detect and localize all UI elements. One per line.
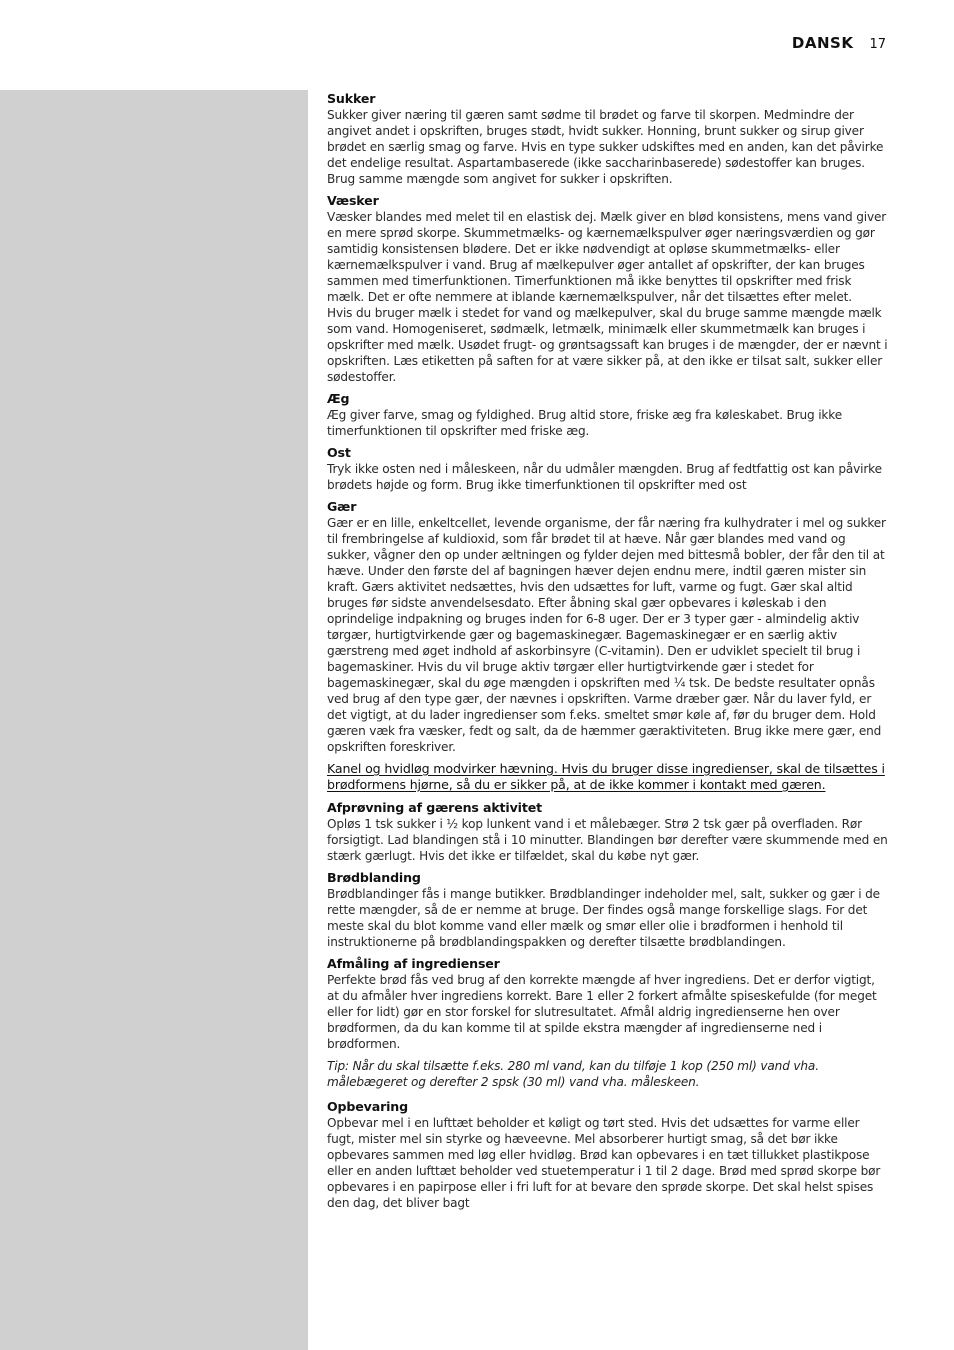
section-heading: Sukker <box>327 91 376 106</box>
section-heading: Væsker <box>327 193 379 208</box>
section-opbevaring <box>327 1099 889 1211</box>
section-broedblanding <box>327 870 889 950</box>
page-number: 17 <box>869 37 886 52</box>
side-panel <box>0 90 308 1350</box>
section-heading: Afmåling af ingredienser <box>327 956 500 971</box>
language-label: DANSK <box>791 34 854 52</box>
section-body: Sukker giver næring til gæren samt sødme til brødet og farve til skorpen. Medmindre der angivet andet i opskriften, bruges stødt, hvidt sukker. Honning, brunt sukker og sirup giver brødet en særlig smag og farve. Hvis en type sukker udskiftes med en anden, kan det påvirke det endelige resultat. Aspartambaserede (ikke saccharinbaserede) sødestoffer kan bruges. Brug samme mængde som angivet for sukker i opskriften. <box>327 108 884 186</box>
section-body: Opløs 1 tsk sukker i ½ kop lunkent vand i et målebæger. Strø 2 tsk gær på overfladen. Rør forsigtigt. Lad blandingen stå i 10 minutter. Blandingen bør derefter være skummende med en stærk gærlugt. Hvis det ikke er tilfældet, skal du købe nyt gær. <box>327 817 888 863</box>
section-heading: Gær <box>327 499 357 514</box>
section-heading: Afprøvning af gærens aktivitet <box>327 800 542 815</box>
section-body: Væsker blandes med melet til en elastisk dej. Mælk giver en blød konsistens, mens vand giver en mere sprød skorpe. Skummetmælks- og kærnemælkspulver øger næringsværdien og gør samtidig konsistensen blødere. Det er ikke nødvendigt at opløse skummetmælks- eller kærnemælkspulver i vand. Brug af mælkepulver øger antallet af opskrifter, der kan bruges sammen med timerfunktionen. Timerfunktionen må ikke benyttes til opskrifter med frisk mælk. Det er ofte nemmere at iblande kærnemælkspulver, når det tilsættes efter melet. <box>327 210 887 304</box>
section-body: Æg giver farve, smag og fyldighed. Brug altid store, friske æg fra køleskabet. Brug ikke timerfunktionen til opskrifter med friske æg. <box>327 408 842 438</box>
section-body: Gær er en lille, enkeltcellet, levende organisme, der får næring fra kulhydrater i mel og sukker til frembringelse af kuldioxid, som får brødet til at hæve. Når gær blandes med vand og sukker, vågner den op under æltningen og fylder dejen med bittesmå bobler, der får den til at hæve. Under den første del af bagningen hæver dejen endnu mere, indtil gæren mister sin kraft. Gærs aktivitet nedsættes, hvis den udsættes for luft, varme og fugt. Gær skal altid bruges før sidste anvendelsesdato. Efter åbning skal gær opbevares i køleskab i den oprindelige indpakning og bruges inden for 6-8 uger. Der er 3 typer gær - almindelig aktiv tørgær, hurtigtvirkende gær og bagemaskinegær. Bagemaskinegær er en særlig aktiv gærstreng med øget indhold af askorbinsyre (C-vitamin). Den er udviklet specielt til brug i bagemaskiner. Hvis du vil bruge aktiv tørgær eller hurtigtvirkende gær i stedet for bagemaskinegær, skal du øge mængden i opskriften med ¼ tsk. De bedste resultater opnås ved brug af den type gær, der nævnes i opskriften. Varme dræber gær. Når du laver fyld, er det vigtigt, at du lader ingredienser som f.eks. smeltet smør køle af, før du bruger dem. Hold gæren væk fra væsker, fedt og salt, da de hæmmer gæraktiviteten. Brug ikke mere gær, end opskriften foreskriver. <box>327 516 886 754</box>
section-body: Tryk ikke osten ned i måleskeen, når du udmåler mængden. Brug af fedtfattig ost kan påvirke brødets højde og form. Brug ikke timerfunktionen til opskrifter med ost <box>327 462 882 492</box>
section-heading: Æg <box>327 391 350 406</box>
section-heading: Opbevaring <box>327 1099 408 1114</box>
section-heading: Brødblanding <box>327 870 421 885</box>
section-gaer <box>327 499 889 755</box>
tip-note: Tip: Når du skal tilsætte f.eks. 280 ml vand, kan du tilføje 1 kop (250 ml) vand vha. målebægeret og derefter 2 spsk (30 ml) vand vha. måleskeen. <box>327 1059 819 1089</box>
warning-note: Kanel og hvidløg modvirker hævning. Hvis du bruger disse ingredienser, skal de tilsættes i brødformens hjørne, så du er sikker på, at de ikke kommer i kontakt med gæren. <box>327 761 885 792</box>
section-afproevning <box>327 800 889 864</box>
section-sukker <box>327 91 889 187</box>
section-body: Perfekte brød fås ved brug af den korrekte mængde af hver ingrediens. Det er derfor vigtigt, at du afmåler hver ingrediens korrekt. Bare 1 eller 2 forkert afmålte spiseskefulde (for meget eller for lidt) gør en stor forskel for slutresultatet. Afmål aldrig ingredienserne hen over brødformen, da du kan komme til at spilde ekstra mængder af ingredienserne ned i brødformen. <box>327 973 877 1051</box>
section-ost <box>327 445 889 493</box>
main-content <box>327 91 889 1217</box>
section-body: Opbevar mel i en lufttæt beholder et køligt og tørt sted. Hvis det udsættes for varme eller fugt, mister mel sin styrke og hæveevne. Mel absorberer hurtigt smag, så det bør ikke opbevares sammen med løg eller hvidløg. Brød kan opbevares i en tæt tillukket plastikpose eller en anden lufttæt beholder ved stuetemperatur i 1 til 2 dage. Brød med sprød skorpe bør opbevares i en papirpose eller i fri luft for at bevare den sprøde skorpe. Det skal helst spises den dag, det bliver bagt <box>327 1116 881 1210</box>
section-body: Brødblandinger fås i mange butikker. Brødblandinger indeholder mel, salt, sukker og gær i de rette mængder, så de er nemme at bruge. Der findes også mange forskellige slags. For det meste skal du blot komme vand eller mælk og smør eller olie i brødformen i henhold til instruktionerne på brødblandingspakken og derefter tilsætte brødblandingen. <box>327 887 880 949</box>
section-aeg <box>327 391 889 439</box>
section-heading: Ost <box>327 445 351 460</box>
section-afmaaling <box>327 956 889 1052</box>
section-vaesker <box>327 193 889 385</box>
page-header <box>792 34 886 52</box>
section-body-continued: Hvis du bruger mælk i stedet for vand og mælkepulver, skal du bruge samme mængde mælk som vand. Homogeniseret, sødmælk, letmælk, minimælk eller skummetmælk kan bruges i opskrifter med mælk. Usødet frugt- og grøntsagssaft kan bruges i de mængder, der er nævnt i opskriften. Læs etiketten på saften for at være sikker på, at den ikke er tilsat salt, sukker eller sødestoffer. <box>327 306 888 384</box>
